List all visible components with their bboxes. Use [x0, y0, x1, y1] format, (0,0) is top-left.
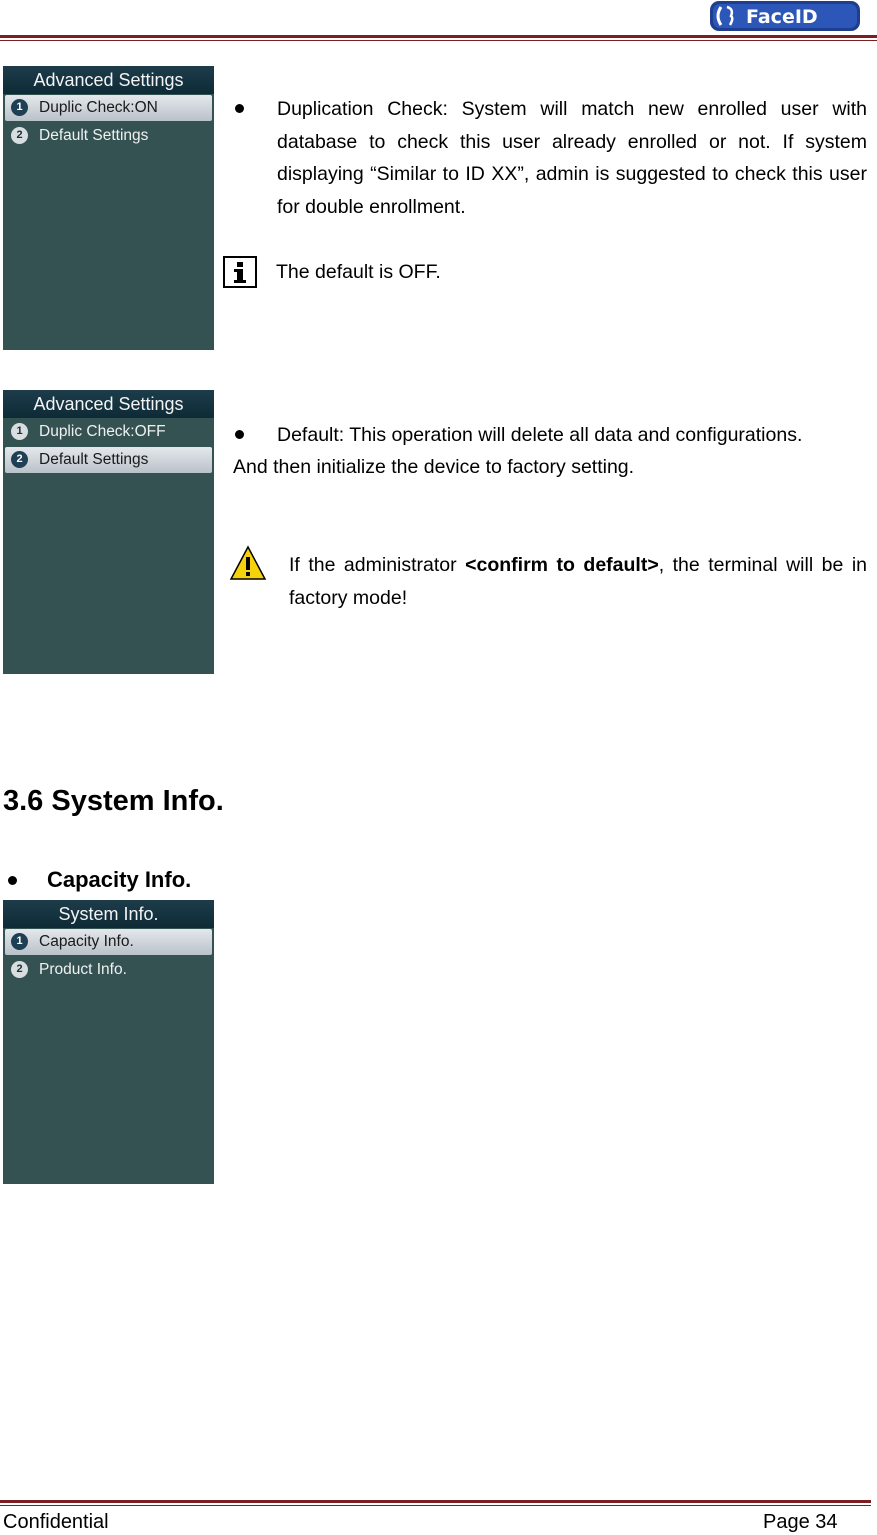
confirm-to-default-text: <confirm to default> — [465, 554, 659, 576]
bullet-icon — [235, 104, 244, 113]
menu-item-capacity-info[interactable] — [5, 929, 212, 955]
menu-item-label: Default Settings — [39, 127, 149, 144]
warning-icon — [229, 545, 267, 581]
footer-rule — [0, 1500, 871, 1503]
duplication-check-text: Duplication Check: System will match new enrolled user with database to check this user already enrolled or not. If system displaying “Similar to ID XX”, admin is suggested to check this user for double enrollment. — [277, 98, 867, 218]
default-text-continued: And then initialize the device to factory setting. — [233, 456, 635, 478]
footer-confidential: Confidential — [3, 1511, 109, 1533]
warning-text — [289, 549, 867, 614]
bullet-icon — [8, 876, 17, 885]
menu-item-label: Duplic Check:ON — [39, 99, 158, 116]
svg-text:FaceID: FaceID — [746, 6, 818, 28]
warning-text-pre: If the administrator — [289, 554, 466, 576]
default-text: Default: This operation will delete all data and configurations. — [277, 424, 803, 446]
menu-item-label: Product Info. — [39, 961, 127, 978]
device-screen-advanced-settings-on — [3, 66, 214, 350]
screen-title: System Info. — [3, 900, 214, 928]
warning-text-post: , the terminal will be in factory mode! — [289, 554, 867, 609]
header-rule-thin — [0, 40, 877, 41]
menu-item-duplic-check[interactable] — [5, 95, 212, 121]
footer-page-number: Page 34 — [763, 1511, 838, 1533]
menu-item-duplic-check[interactable] — [5, 419, 212, 445]
header-rule — [0, 35, 877, 38]
menu-item-product-info[interactable] — [5, 957, 212, 983]
menu-item-label: Capacity Info. — [39, 933, 134, 950]
number-badge-icon: 2 — [11, 127, 28, 144]
info-icon — [223, 256, 257, 288]
section-heading: 3.6 System Info. — [3, 785, 224, 817]
faceid-logo — [710, 1, 860, 31]
menu-item-label: Duplic Check:OFF — [39, 423, 166, 440]
subheading-capacity-info: Capacity Info. — [47, 867, 192, 892]
number-badge-icon: 1 — [11, 99, 28, 116]
device-screen-system-info — [3, 900, 214, 1184]
bullet-icon — [235, 430, 244, 439]
screen-title: Advanced Settings — [3, 390, 214, 418]
number-badge-icon: 2 — [11, 451, 28, 468]
number-badge-icon: 1 — [11, 423, 28, 440]
number-badge-icon: 2 — [11, 961, 28, 978]
menu-item-default-settings[interactable] — [5, 123, 212, 149]
menu-item-label: Default Settings — [39, 451, 149, 468]
menu-item-default-settings[interactable] — [5, 447, 212, 473]
device-screen-advanced-settings-off — [3, 390, 214, 674]
footer-rule-thin — [0, 1505, 871, 1506]
screen-title: Advanced Settings — [3, 66, 214, 94]
number-badge-icon: 1 — [11, 933, 28, 950]
default-off-note: The default is OFF. — [276, 261, 441, 283]
